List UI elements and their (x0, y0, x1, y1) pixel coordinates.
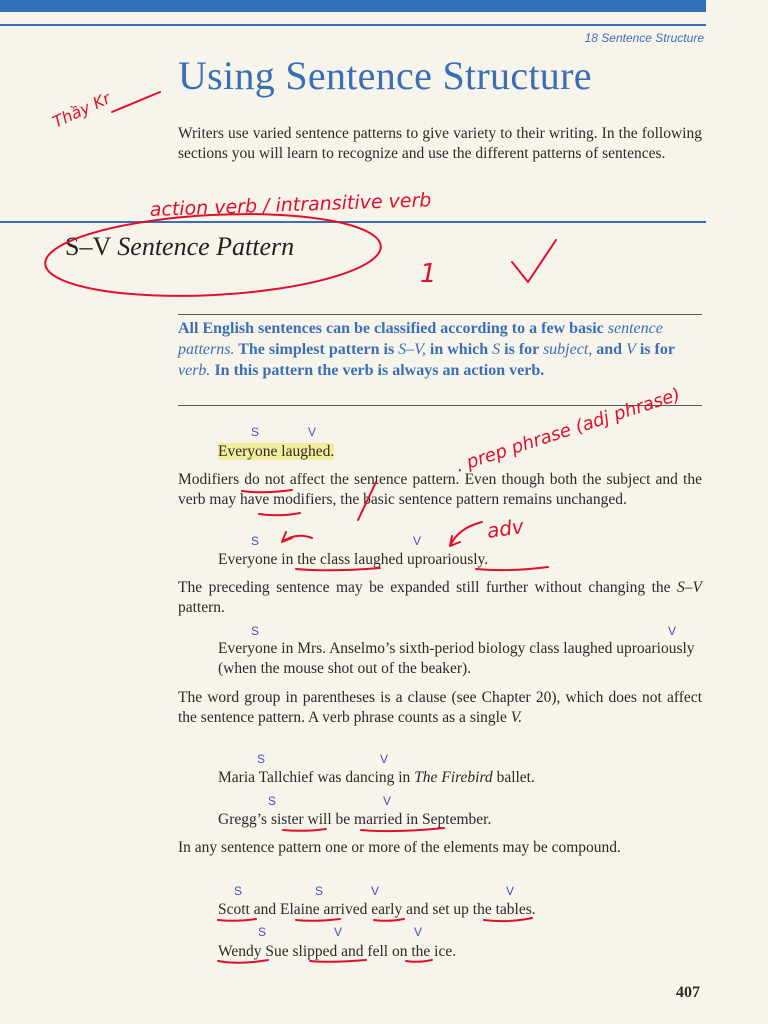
example-sentence: Maria Tallchief was dancing in The Firebird ballet. (218, 769, 535, 786)
subject-label: S (258, 925, 267, 939)
subject-label: S (251, 534, 260, 548)
subject-label: S (257, 752, 266, 766)
example-sentence: Everyone in the class laughed uproariously. (218, 551, 489, 568)
body-paragraph: The word group in parentheses is a clause (see Chapter 20), which does not affect the sentence pattern. A verb phrase counts as a single V. (178, 689, 702, 726)
verb-label: V (383, 794, 392, 808)
example-sentence: Wendy Sue slipped and fell on the ice. (218, 943, 457, 960)
subject-label: S (234, 884, 243, 898)
annotation-top: action verb / intransitive verb (149, 189, 432, 221)
subject-label: S (315, 884, 324, 898)
arrow (282, 532, 312, 542)
underline (296, 568, 380, 570)
verb-label: V (308, 425, 317, 439)
section-title: Sentence Pattern (117, 232, 295, 261)
verb-label: V (371, 884, 380, 898)
underline (259, 513, 300, 515)
signature-text: Thầy Kr (49, 88, 114, 132)
underline (310, 960, 366, 962)
underline (374, 919, 404, 921)
section-label: S–V (65, 232, 111, 261)
intro-paragraph: Writers use varied sentence patterns to give variety to their writing. In the following sections you will learn to recognize and use the different patterns of sentences. (178, 125, 702, 162)
arrow (450, 522, 482, 546)
body-paragraph: The preceding sentence may be expanded still further without changing the S–V pattern. (178, 579, 702, 616)
body-paragraph: In any sentence pattern one or more of the elements may be compound. (178, 839, 621, 856)
annotation-number: 1 (420, 259, 437, 289)
verb-label: V (334, 925, 343, 939)
underline (484, 918, 532, 921)
underline (218, 960, 268, 963)
verb-label: V (506, 884, 515, 898)
example-sentence: Scott and Elaine arrived early and set up the tables. (218, 901, 536, 918)
verb-label: V (668, 624, 677, 638)
underline (218, 919, 256, 921)
verb-label: V (414, 925, 423, 939)
rule-box-text: All English sentences can be classified according to a few basic sentence patterns. The simplest pattern is S–V, in which S is for subject, and V is for verb. In this pattern the verb is always an action verb. (178, 320, 675, 379)
page-number: 407 (676, 984, 700, 1001)
underline (296, 919, 340, 921)
underline (476, 567, 548, 570)
signature-stroke (112, 92, 160, 112)
chapter-header: 18 Sentence Structure (584, 31, 704, 45)
underline (406, 960, 432, 962)
check-mark (512, 240, 556, 282)
underline (361, 828, 444, 831)
highlighted-text: Everyone laughed. (218, 443, 335, 460)
subject-label: S (251, 624, 260, 638)
subject-label: S (268, 794, 277, 808)
example-sentence: Everyone in Mrs. Anselmo’s sixth-period biology class laughed uproariously (when the mouse shot out of the beaker). (218, 640, 695, 677)
slash-stroke (358, 482, 376, 520)
page-title: Using Sentence Structure (178, 53, 592, 98)
body-paragraph: Modifiers do not affect the sentence pattern. Even though both the subject and the verb may have modifiers, the basic sentence pattern remains unchanged. (178, 471, 702, 508)
annotation-adv: adv (485, 514, 526, 543)
verb-label: V (380, 752, 389, 766)
example-sentence: Gregg’s sister will be married in September. (218, 811, 492, 828)
subject-label: S (251, 425, 260, 439)
verb-label: V (413, 534, 422, 548)
underline (242, 490, 292, 492)
underline (283, 829, 326, 831)
circle-around-heading (43, 206, 383, 303)
annotation-prep: . prep phrase (adj phrase) (453, 384, 683, 477)
